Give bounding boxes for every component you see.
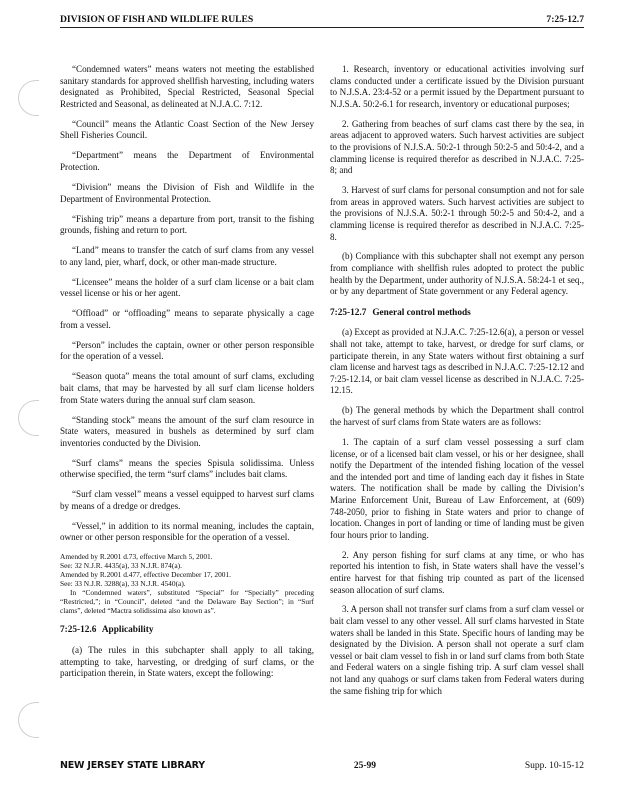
definition-paragraph: “Season quota” means the total amount of surf clams, excluding bait clams, that may be harvested by all surf clam license holders from State waters during the annual surf clam season. bbox=[60, 371, 314, 405]
section-paragraph: (a) The rules in this subchapter shall apply to all taking, attempting to take, harvesting, or dredging of surf clams, or the participation therein, in State waters, except the following: bbox=[60, 645, 314, 679]
amendment-line: Amended by R.2001 d.73, effective March 5, 2001. bbox=[60, 552, 213, 562]
supplement-date: Supp. 10-15-12 bbox=[524, 760, 584, 771]
definition-paragraph: “Land” means to transfer the catch of surf clams from any vessel to any land, pier, wharf, dock, or other man-made structure. bbox=[60, 245, 314, 267]
header-section: 7:25-12.7 bbox=[546, 14, 584, 25]
control-method-item: 2. Any person fishing for surf clams at any time, or who has reported his intention to fish, in State waters shall have the vessel’s entire harvest for that fishing trip counted as part of the licensed season allocation of surf clams. bbox=[330, 549, 584, 595]
punch-hole-mark bbox=[18, 80, 39, 116]
section-title: Applicability bbox=[101, 625, 154, 636]
header-title: DIVISION OF FISH AND WILDLIFE RULES bbox=[60, 14, 254, 25]
page-footer bbox=[60, 760, 584, 771]
page-number: 25-99 bbox=[353, 760, 376, 771]
punch-hole-mark bbox=[18, 702, 39, 738]
definition-paragraph: “Surf clam vessel” means a vessel equipped to harvest surf clams by means of a dredge or dredges. bbox=[60, 489, 314, 511]
definition-paragraph: “Vessel,” in addition to its normal meaning, includes the captain, owner or other person responsible for the operation of a vessel. bbox=[60, 520, 314, 543]
section-number: 7:25-12.6 bbox=[60, 625, 97, 636]
definition-paragraph: “Standing stock” means the amount of the surf clam resource in State waters, measured in bushels as determined by surf clam inventories conducted by the Division. bbox=[60, 414, 314, 448]
amendment-history bbox=[60, 552, 314, 615]
right-column bbox=[330, 64, 584, 706]
library-stamp: NEW JERSEY STATE LIBRARY bbox=[60, 760, 205, 771]
punch-hole-mark bbox=[18, 400, 39, 436]
section-paragraph: (b) Compliance with this subchapter shall not exempt any person from compliance with shellfish rules adopted to protect the public health by the Department, under authority of N.J.S.A. 58:24-1 et seq., or by any department of State government or any Federal agency. bbox=[330, 251, 584, 297]
amendment-line: See: 33 N.J.R. 3288(a), 33 N.J.R. 4540(a). bbox=[60, 579, 186, 589]
definition-paragraph: “Offload” or “offloading” means to separate physically a cage from a vessel. bbox=[60, 308, 314, 330]
section-heading-general-control bbox=[330, 308, 584, 320]
control-method-item: 1. The captain of a surf clam vessel possessing a surf clam license, or of a licensed bait clam vessel, or his or her designee, shall notify the Department of the intended fishing location of the vessel and the intended port and time of landing each day it fishes in State waters. The notification shall be made by calling the Division’s Marine Enforcement Unit, Bureau of Law Enforcement, at (609) 748-2050, prior to fishing in State waters and prior to change of location. Changes in port of landing or time of landing must be given four hours prior to landing. bbox=[330, 436, 584, 540]
definition-paragraph: “Condemned waters” means waters not meeting the established sanitary standards for approved shellfish harvesting, including waters designated as Prohibited, Special Restricted, Seasonal Special Restricted and Seasonal, as delineated at N.J.A.C. 7:12. bbox=[60, 64, 314, 109]
section-paragraph: (a) Except as provided at N.J.A.C. 7:25-12.6(a), a person or vessel shall not take, attempt to take, harvest, or dredge for surf clams, or participate therein, in any State waters without first obtaining a surf clam license and harvest tags as described in N.J.A.C. 7:25-12.12 and 7:25-12.14, or bait clam vessel license as described in N.J.A.C. 7:25-12.15. bbox=[330, 327, 584, 396]
section-paragraph: (b) The general methods by which the Department shall control the harvest of surf clams from State waters are as follows: bbox=[330, 405, 584, 427]
control-method-item: 3. A person shall not transfer surf clams from a surf clam vessel or bait clam vessel to any other vessel. All surf clams harvested in State waters shall be landed in this State. Specific hours of landing may be designated by the Division. A person shall not operate a surf clam vessel or bait clam vessel to fish in or land surf clams from both State and Federal waters on a single fishing trip. A surf clam vessel shall not land any quahogs or surf clams taken from Federal waters during the same fishing trip for which bbox=[330, 604, 584, 696]
running-header bbox=[60, 10, 584, 28]
exception-item: 1. Research, inventory or educational activities involving surf clams conducted under a certificate issued by the Division pursuant to N.J.S.A. 23:4-52 or a permit issued by the Department pursuant to N.J.S.A. 50:2-6.1 for research, inventory or educational purposes; bbox=[330, 64, 584, 109]
amendment-line: See: 32 N.J.R. 4435(a), 33 N.J.R. 874(a). bbox=[60, 561, 182, 571]
definition-paragraph: “Person” includes the captain, owner or other person responsible for the operation of a vessel. bbox=[60, 339, 314, 362]
definition-paragraph: “Fishing trip” means a departure from port, transit to the fishing grounds, fishing and return to port. bbox=[60, 213, 314, 236]
definition-paragraph: “Division” means the Division of Fish and Wildlife in the Department of Environmental Protection. bbox=[60, 181, 314, 204]
definition-paragraph: “Council” means the Atlantic Coast Section of the New Jersey Shell Fisheries Council. bbox=[60, 118, 314, 141]
definition-paragraph: “Licensee” means the holder of a surf clam license or a bait clam vessel license or his or her agent. bbox=[60, 276, 314, 299]
section-heading-applicability bbox=[60, 625, 314, 637]
left-column bbox=[60, 64, 314, 688]
amendment-line: Amended by R.2001 d.477, effective December 17, 2001. bbox=[60, 570, 232, 580]
exception-item: 3. Harvest of surf clams for personal consumption and not for sale from areas in approved waters. Such harvest activities are subject to the provisions of N.J.S.A. 50:2-1 through 50:2-5 and 50:4-2, and a clamming license is required therefor as described in N.J.A.C. 7:25-8. bbox=[330, 185, 584, 242]
exception-item: 2. Gathering from beaches of surf clams cast there by the sea, in areas adjacent to approved waters. Such harvest activities are subject to the provisions of N.J.S.A. 50:2-1 through 50:2-5 and 50:4-2, and a clamming license is required therefor as described in N.J.A.C. 7:25-8; and bbox=[330, 118, 584, 176]
definition-paragraph: “Department” means the Department of Environmental Protection. bbox=[60, 150, 314, 172]
amendment-note: In “Condemned waters”, substituted “Special” for “Specially” preceding “Restricted,”; in “Council”, deleted “and the Delaware Bay Section”; in “Surf clams”, deleted “Mactra solidissima also known as”. bbox=[60, 588, 314, 616]
section-number: 7:25-12.7 bbox=[330, 307, 367, 318]
section-title: General control methods bbox=[372, 307, 471, 318]
definition-paragraph: “Surf clams” means the species Spisula solidissima. Unless otherwise specified, the term “surf clams” includes bait clams. bbox=[60, 457, 314, 480]
